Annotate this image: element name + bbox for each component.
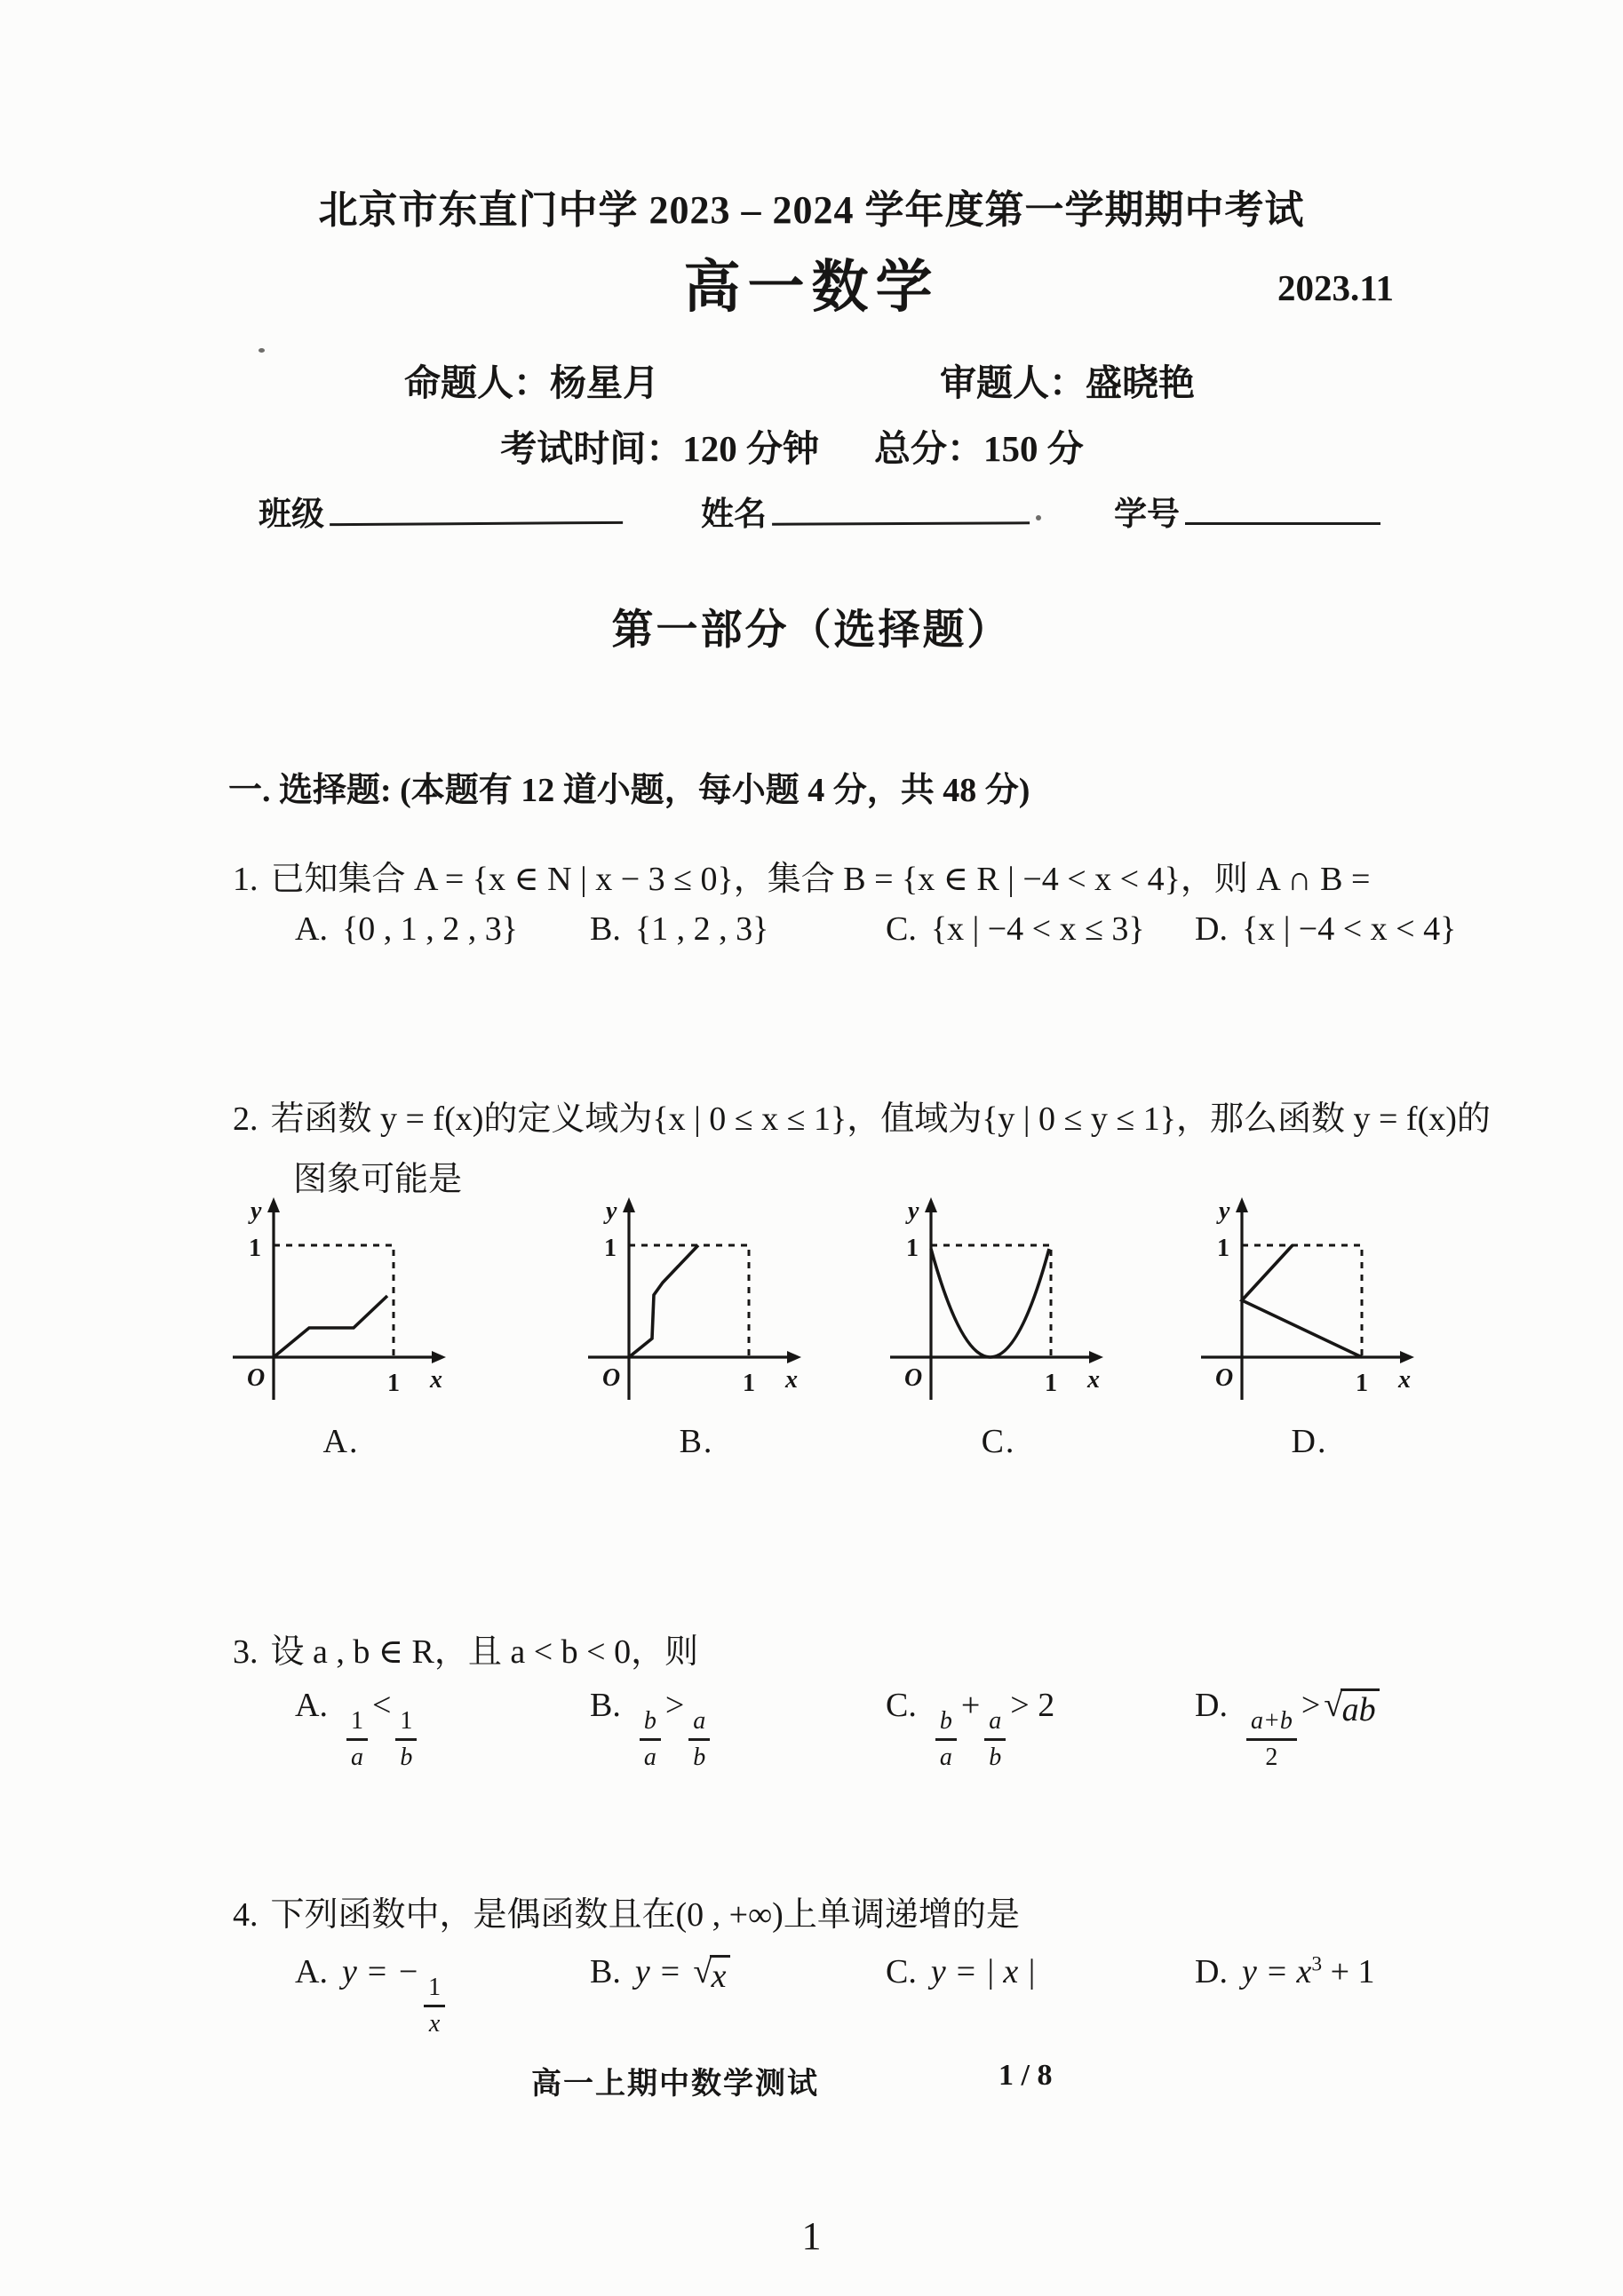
question-4-number: 4.	[233, 1896, 259, 1934]
question-3-number: 3.	[233, 1633, 259, 1671]
q4-option-c-label: C.	[886, 1953, 917, 1990]
square-root	[1324, 1688, 1379, 1728]
rhs-value: 2	[1038, 1687, 1055, 1724]
section-title: 第一部分（选择题）	[611, 608, 1012, 654]
question-3-text: 设 a , b ∈ R，且 a < b < 0，则	[270, 1633, 699, 1671]
q4-option-c	[886, 1952, 1036, 1991]
y-tick-1: 1	[604, 1235, 617, 1262]
q1-option-c-label: C.	[886, 910, 917, 948]
radicand: x	[710, 1955, 730, 1995]
expression-text: y = | x |	[930, 1953, 1037, 1990]
question-2-stem	[233, 1091, 1491, 1140]
origin-label: O	[1215, 1364, 1234, 1392]
plus-sign: +	[960, 1687, 981, 1724]
fraction-numerator: 1	[424, 1975, 445, 2007]
y-axis-label: y	[1219, 1197, 1230, 1225]
class-field	[259, 487, 623, 535]
relation-sign: >	[664, 1687, 685, 1724]
radicand: ab	[1341, 1688, 1380, 1728]
q1-option-b-text: {1 , 2 , 3}	[634, 910, 769, 948]
origin-label: O	[247, 1364, 266, 1392]
x-tick-1: 1	[387, 1370, 400, 1397]
q1-option-b-label: B.	[590, 910, 621, 948]
footer-doc-title: 高一上期中数学测试	[531, 2068, 819, 2101]
exponent: 3	[1311, 1952, 1323, 1976]
q1-option-a	[295, 910, 518, 949]
exam-subject-title: 高一数学	[683, 256, 940, 319]
exam-total-score: 总分：150 分	[874, 428, 1084, 469]
fraction-denominator: 2	[1265, 1744, 1278, 1771]
q2-graph-a-block	[220, 1188, 462, 1461]
x-tick-1: 1	[743, 1370, 755, 1397]
fraction-denominator: a	[643, 1744, 656, 1771]
question-2-number: 2.	[233, 1100, 259, 1138]
y-axis-label: y	[251, 1197, 262, 1225]
expression-base: y = x	[1241, 1953, 1312, 1990]
q3-option-d-label: D.	[1195, 1687, 1228, 1724]
expression-suffix: + 1	[1322, 1953, 1375, 1990]
student-no-field	[1114, 487, 1380, 535]
exam-date: 2023.11	[1277, 267, 1394, 308]
q3-option-d	[1195, 1686, 1380, 1770]
q4-option-a-label: A.	[295, 1953, 328, 1990]
fraction-denominator: b	[400, 1744, 413, 1771]
q3-option-c	[886, 1686, 1054, 1770]
q2-graph-c	[878, 1188, 1119, 1408]
q1-option-c-text: {x | −4 < x ≤ 3}	[930, 910, 1145, 948]
class-field-label: 班级	[259, 497, 324, 533]
y-axis-label: y	[908, 1197, 919, 1225]
fraction-numerator: a+b	[1246, 1709, 1297, 1741]
expression-prefix: y = −	[341, 1953, 420, 1990]
q3-option-a	[295, 1686, 421, 1770]
student-no-blank-line	[1185, 489, 1380, 525]
q3-option-c-label: C.	[886, 1687, 917, 1724]
exam-setter: 命题人：杨星月	[404, 362, 659, 403]
fraction-denominator: b	[693, 1744, 706, 1771]
q4-option-d-label: D.	[1195, 1953, 1228, 1990]
q2-graph-a-label: A.	[322, 1423, 360, 1460]
radical-sign: √	[693, 1952, 712, 1990]
q1-option-c	[886, 910, 1145, 949]
q2-graph-c-block	[878, 1188, 1119, 1461]
q4-option-b	[590, 1952, 730, 1995]
question-2-stem-line2: 图象可能是	[293, 1161, 463, 1198]
q2-graph-b-block	[576, 1188, 817, 1461]
name-blank-line	[772, 489, 1030, 526]
y-axis-label: y	[606, 1197, 617, 1225]
question-1-stem	[233, 851, 1370, 900]
q2-graph-d	[1189, 1188, 1430, 1408]
x-tick-1: 1	[1045, 1370, 1057, 1397]
q3-option-a-label: A.	[295, 1687, 328, 1724]
scan-artifact-dot	[259, 348, 265, 353]
q1-option-a-label: A.	[295, 910, 328, 948]
fraction-numerator: 1	[395, 1709, 417, 1741]
x-axis-label: x	[1087, 1366, 1100, 1394]
q4-option-d	[1195, 1952, 1375, 1991]
q2-graph-a	[220, 1188, 462, 1408]
q2-graph-d-label: D.	[1291, 1423, 1328, 1460]
q2-graph-d-block	[1189, 1188, 1430, 1461]
fraction-numerator: a	[984, 1709, 1006, 1741]
x-axis-label: x	[1398, 1366, 1411, 1394]
q4-option-b-label: B.	[590, 1953, 621, 1990]
x-axis-label: x	[430, 1366, 442, 1394]
fraction-numerator: b	[640, 1709, 661, 1741]
name-field-label: 姓名	[701, 497, 767, 533]
q1-option-a-text: {0 , 1 , 2 , 3}	[341, 910, 518, 948]
class-blank-line	[330, 489, 623, 526]
name-field	[701, 487, 1030, 535]
section-instruction: 一. 选择题: (本题有 12 道小题，每小题 4 分，共 48 分)	[228, 772, 1030, 809]
fraction-denominator: a	[939, 1744, 952, 1771]
origin-label: O	[602, 1364, 621, 1392]
y-tick-1: 1	[906, 1235, 919, 1262]
page-number: 1	[801, 2214, 822, 2258]
fraction-denominator: b	[989, 1744, 1002, 1771]
scan-artifact-dot	[1036, 515, 1041, 520]
relation-sign: >	[1301, 1687, 1321, 1724]
fraction-numerator: b	[935, 1709, 957, 1741]
q3-option-b-label: B.	[590, 1687, 621, 1724]
q1-option-d-text: {x | −4 < x < 4}	[1241, 910, 1457, 948]
question-4-stem	[233, 1887, 1020, 1935]
square-root	[693, 1952, 729, 1995]
footer-page-indicator: 1 / 8	[998, 2059, 1053, 2092]
x-axis-label: x	[785, 1366, 798, 1394]
y-tick-1: 1	[1217, 1235, 1229, 1262]
fraction-numerator: 1	[346, 1709, 368, 1741]
question-2-text-line1: 若函数 y = f(x)的定义域为{x | 0 ≤ x ≤ 1}，值域为{y | 0 ≤ y ≤ 1}，那么函数 y = f(x)的	[270, 1100, 1491, 1138]
student-no-field-label: 学号	[1114, 497, 1180, 533]
question-4-text: 下列函数中，是偶函数且在(0 , +∞)上单调递增的是	[270, 1896, 1020, 1934]
x-tick-1: 1	[1356, 1370, 1368, 1397]
radical-sign: √	[1324, 1686, 1343, 1724]
fraction-numerator: a	[688, 1709, 710, 1741]
expression-prefix: y =	[634, 1953, 690, 1990]
exam-duration: 考试时间：120 分钟	[500, 428, 819, 469]
q1-option-b	[590, 910, 768, 949]
fraction-denominator: a	[350, 1744, 363, 1771]
exam-info-row	[0, 419, 1603, 472]
y-tick-1: 1	[249, 1235, 261, 1262]
relation-sign: >	[1010, 1687, 1030, 1724]
q2-graph-b	[576, 1188, 817, 1408]
question-1-text: 已知集合 A = {x ∈ N | x − 3 ≤ 0}，集合 B = {x ∈ R | −4 < x < 4}，则 A ∩ B =	[270, 861, 1371, 898]
question-3-stem	[233, 1624, 698, 1672]
q1-option-d-label: D.	[1195, 910, 1228, 948]
q2-graph-c-label: C.	[981, 1423, 1016, 1460]
origin-label: O	[904, 1364, 923, 1392]
relation-sign: <	[371, 1687, 392, 1724]
q4-option-a	[295, 1952, 450, 2037]
q2-graph-b-label: B.	[679, 1423, 714, 1460]
q1-option-d	[1195, 910, 1456, 949]
exam-reviewer: 审题人：盛晓艳	[940, 362, 1195, 403]
question-1-number: 1.	[233, 861, 259, 898]
fraction-denominator: x	[428, 2010, 441, 2038]
school-title: 北京市东直门中学 2023 – 2024 学年度第一学期期中考试	[318, 188, 1305, 232]
q3-option-b	[590, 1686, 714, 1770]
